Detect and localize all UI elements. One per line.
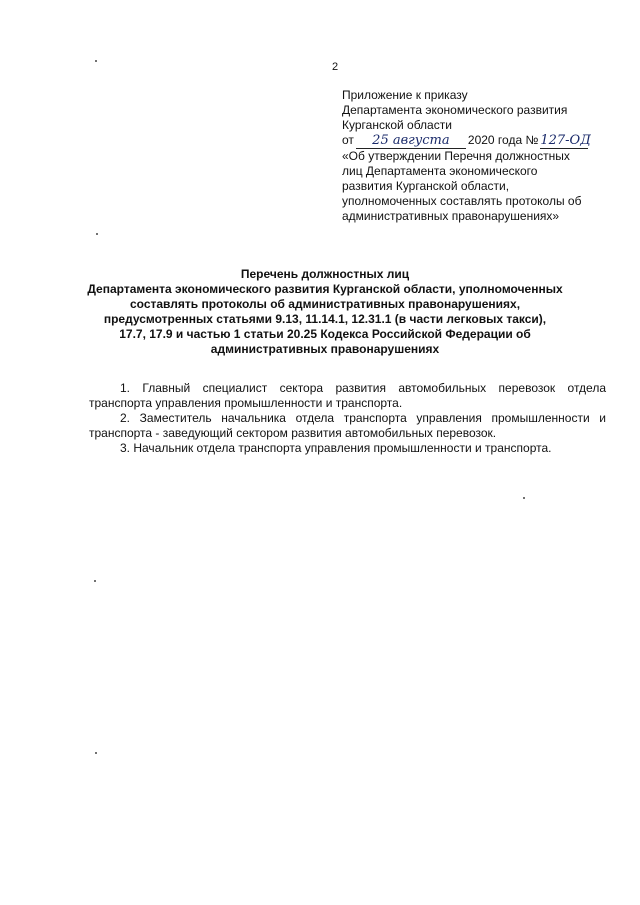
order-date-number-line <box>342 133 612 149</box>
title-line-5: 17.7, 17.9 и частью 1 статьи 20.25 Кодекса Российской Федерации об <box>119 327 531 341</box>
list-item-number: 2. <box>120 411 131 425</box>
officials-list <box>89 381 606 456</box>
appendix-title-line-5: административных правонарушениях» <box>342 209 560 223</box>
appendix-line-3: Курганской области <box>342 118 452 132</box>
list-item <box>89 411 606 441</box>
document-title <box>80 267 570 357</box>
list-item <box>89 381 606 411</box>
list-item-text: Заместитель начальника отдела транспорта управления промышленности и транспорта - заведующий сектором развития автомобильных перевозок. <box>89 411 606 440</box>
scan-speck <box>96 233 98 235</box>
appendix-block <box>342 88 612 224</box>
appendix-title-line-3: развития Курганской области, <box>342 179 510 193</box>
appendix-line-1: Приложение к приказу <box>342 88 468 102</box>
year-text: 2020 года № <box>467 133 539 147</box>
scan-speck <box>95 752 97 754</box>
appendix-title-line-1: «Об утверждении Перечня должностных <box>342 149 570 163</box>
title-line-6: административных правонарушениях <box>210 342 440 356</box>
appendix-title-line-4: уполномоченных составлять протоколы об <box>342 194 582 208</box>
scan-speck <box>94 580 96 582</box>
appendix-title-line-2: лиц Департамента экономического <box>342 164 538 178</box>
title-line-4: предусмотренных статьями 9.13, 11.14.1, 12.31.1 (в части легковых такси), <box>103 312 547 326</box>
title-line-3: составлять протоколы об административных правонарушениях, <box>129 297 521 311</box>
list-item-text: Главный специалист сектора развития автомобильных перевозок отдела транспорта управления промышленности и транспорта. <box>89 381 606 410</box>
handwritten-date: 25 августа <box>356 134 466 149</box>
title-line-2: Департамента экономического развития Курганской области, уполномоченных <box>87 282 563 296</box>
list-item-number: 1. <box>120 381 131 395</box>
list-item-number: 3. <box>120 441 131 455</box>
date-prefix: от <box>342 133 354 147</box>
page-number: 2 <box>332 61 339 73</box>
list-item-text: Начальник отдела транспорта управления промышленности и транспорта. <box>133 441 552 455</box>
appendix-line-2: Департамента экономического развития <box>342 103 568 117</box>
title-line-1: Перечень должностных лиц <box>240 267 410 281</box>
scan-speck <box>523 497 525 499</box>
scan-speck <box>95 60 97 62</box>
handwritten-order-number: 127-ОД <box>540 133 591 148</box>
list-item <box>89 441 606 456</box>
